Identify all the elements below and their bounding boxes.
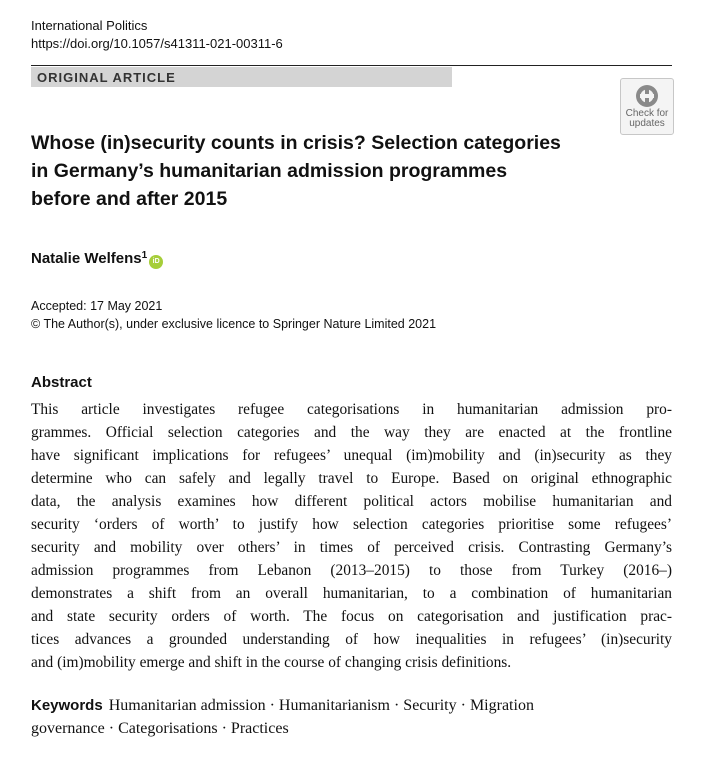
journal-header <box>31 17 283 53</box>
article-type-label: ORIGINAL ARTICLE <box>37 70 176 85</box>
abstract-line: This article investigates refugee categorisations in humanitarian admission pro- <box>31 401 672 418</box>
keywords-list-continued: governance · Categorisations · Practices <box>31 720 289 737</box>
doi-link[interactable]: https://doi.org/10.1057/s41311-021-00311-6 <box>31 36 283 51</box>
abstract-line: data, the analysis examines how different political actors mobilise humanitarian and <box>31 493 672 510</box>
abstract-line: security and mobility over others’ in times of perceived crisis. Contrasting Germany’s <box>31 539 672 556</box>
abstract-body <box>31 398 672 674</box>
abstract-line: and state security orders of worth. The focus on categorisation and justification prac- <box>31 608 672 625</box>
abstract-line: security ‘orders of worth’ to justify how selection categories prioritise some refugees’ <box>31 516 672 533</box>
article-type-banner <box>31 67 452 87</box>
check-for-updates-badge[interactable] <box>620 78 674 135</box>
abstract-line: tices advances a grounded understanding of how inequalities in refugees’ (in)security <box>31 631 672 648</box>
abstract-heading: Abstract <box>31 374 92 391</box>
abstract-line: and (im)mobility emerge and shift in the course of changing crisis definitions. <box>31 654 512 671</box>
abstract-line: have significant implications for refugees’ unequal (im)mobility and (in)security as they <box>31 447 672 464</box>
article-title <box>31 129 621 213</box>
abstract-line: grammes. Official selection categories and the way they are enacted at the frontline <box>31 424 672 441</box>
author-affiliation-marker: 1 <box>141 250 148 261</box>
title-line: Whose (in)security counts in crisis? Selection categories <box>31 132 561 154</box>
accepted-date: Accepted: 17 May 2021 <box>31 299 163 313</box>
check-updates-icon <box>634 84 660 108</box>
abstract-line: admission programmes from Lebanon (2013–2015) to those from Turkey (2016–) <box>31 562 672 579</box>
publication-info <box>31 297 436 333</box>
keywords-label: Keywords <box>31 697 103 714</box>
title-line: in Germany’s humanitarian admission programmes <box>31 160 508 182</box>
author-line <box>31 246 163 269</box>
copyright-notice: © The Author(s), under exclusive licence to Springer Nature Limited 2021 <box>31 317 437 331</box>
author-name[interactable]: Natalie Welfens <box>31 250 142 267</box>
header-rule <box>31 65 672 66</box>
abstract-line: determine who can safely and legally travel to Europe. Based on original ethnographic <box>31 470 672 487</box>
journal-name: International Politics <box>31 18 148 33</box>
title-line: before and after 2015 <box>31 188 228 210</box>
keywords-block <box>31 694 672 740</box>
orcid-icon[interactable]: iD <box>149 255 163 269</box>
abstract-line: demonstrates a shift from an overall humanitarian, to a combination of humanitarian <box>31 585 672 602</box>
keywords-list: Humanitarian admission · Humanitarianism · Security · Migration <box>108 697 534 714</box>
check-updates-text: Check for updates <box>625 108 669 129</box>
